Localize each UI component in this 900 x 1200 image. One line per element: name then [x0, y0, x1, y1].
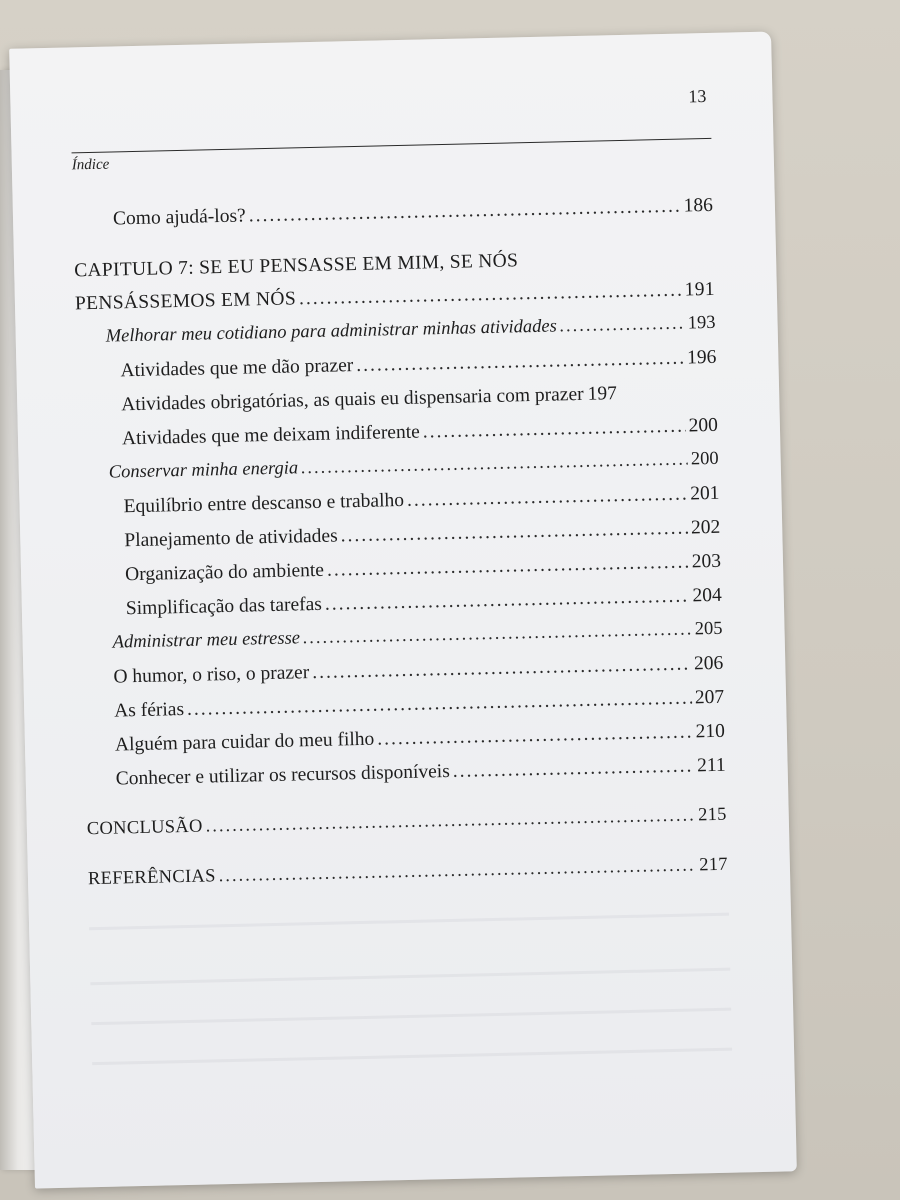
dot-leader [303, 620, 692, 647]
running-title: Índice [71, 156, 110, 174]
toc-entry-page: 193 [687, 312, 716, 334]
toc-entry [113, 654, 723, 687]
page-content [70, 78, 733, 1132]
dot-leader [325, 586, 690, 614]
toc-entry [109, 450, 719, 482]
toc-entry-label: Organização do ambiente [124, 559, 325, 586]
toc-entry-label: Atividades obrigatórias, as quais eu dispensaria com prazer [121, 383, 584, 416]
toc-entry [122, 416, 718, 449]
toc-entry-page: 202 [690, 516, 721, 539]
toc-entry-page: 197 [587, 383, 618, 405]
dot-leader [560, 315, 685, 336]
toc-entry-label: CONCLUSÃO [86, 816, 203, 840]
toc-entry [123, 484, 719, 517]
toc-entry-page: 196 [686, 346, 717, 369]
toc-entry [87, 806, 727, 839]
page-header [70, 78, 711, 174]
toc-entry [112, 620, 722, 652]
toc-entry-label: Melhorar meu cotidiano para administrar minhas atividades [105, 316, 558, 347]
toc-entry-page: 207 [694, 686, 725, 709]
chapter-heading-line: CAPITULO 7: SE EU PENSASSE EM MIM, SE NÓS [73, 250, 519, 282]
toc-entry-label: As férias [113, 698, 185, 722]
toc-entry-page: 204 [692, 584, 722, 607]
dot-leader [301, 450, 688, 477]
toc-entry-label: O humor, o riso, o prazer [113, 662, 310, 688]
toc-entry [113, 196, 713, 229]
dot-leader [356, 349, 684, 376]
toc-entry-label: Alguém para cuidar do meu filho [114, 728, 375, 756]
toc-entry-page: 210 [695, 720, 726, 743]
toc-entry-page: 203 [691, 550, 722, 573]
toc-entry [125, 552, 721, 585]
toc-entry-label: Atividades que me dão prazer [120, 355, 354, 382]
dot-leader [453, 756, 695, 781]
toc-entry-page: 200 [690, 448, 719, 470]
toc-entry [126, 586, 722, 619]
toc-entry-label: Planejamento de atividades [124, 525, 338, 552]
toc-entry-label: Atividades que me deixam indiferente [121, 421, 421, 450]
toc-entry-page: 211 [696, 754, 726, 777]
toc-entry-label: Conservar minha energia [108, 458, 299, 483]
toc-entry-page: 206 [693, 652, 724, 675]
toc-entry-label: REFERÊNCIAS [87, 866, 216, 890]
toc-entry-page: 186 [683, 194, 714, 217]
toc-entry [75, 280, 715, 314]
toc-entry-page: 217 [698, 854, 729, 876]
toc-entry-page: 205 [694, 618, 723, 640]
dot-leader [218, 856, 696, 885]
toc-entry-page: 201 [689, 482, 720, 505]
dot-leader [377, 722, 693, 749]
dot-leader [299, 281, 682, 309]
toc-entry [124, 518, 720, 551]
toc-entry-page: 200 [688, 414, 719, 437]
toc-entry [116, 756, 726, 789]
dot-leader [187, 688, 692, 719]
toc-entry [114, 688, 724, 721]
toc-entry [120, 348, 716, 381]
dot-leader [312, 654, 691, 682]
dot-leader [423, 417, 686, 442]
toc-entry [115, 722, 725, 755]
dot-leader [205, 806, 695, 836]
toc-entry-label: Equilíbrio entre descanso e trabalho [123, 489, 405, 518]
dot-leader [340, 519, 688, 546]
dot-leader [407, 485, 688, 511]
toc-entry-page: 215 [697, 804, 727, 826]
toc-entry-label: Conhecer e utilizar os recursos disponíveis [115, 760, 451, 790]
toc-entry-label: Como ajudá-los? [112, 205, 246, 230]
dot-leader [327, 553, 689, 581]
page-number: 13 [688, 85, 707, 107]
toc-entry-label: PENSÁSSEMOS EM NÓS [74, 288, 297, 315]
book-page [9, 32, 797, 1189]
toc-entry-label: Administrar meu estresse [112, 628, 301, 653]
toc-entry-page: 191 [684, 278, 716, 301]
toc-entry [106, 314, 716, 346]
toc-entry-label: Simplificação das tarefas [125, 593, 323, 620]
toc-entry [121, 382, 717, 415]
toc-entry [88, 856, 728, 889]
dot-leader [248, 197, 680, 226]
